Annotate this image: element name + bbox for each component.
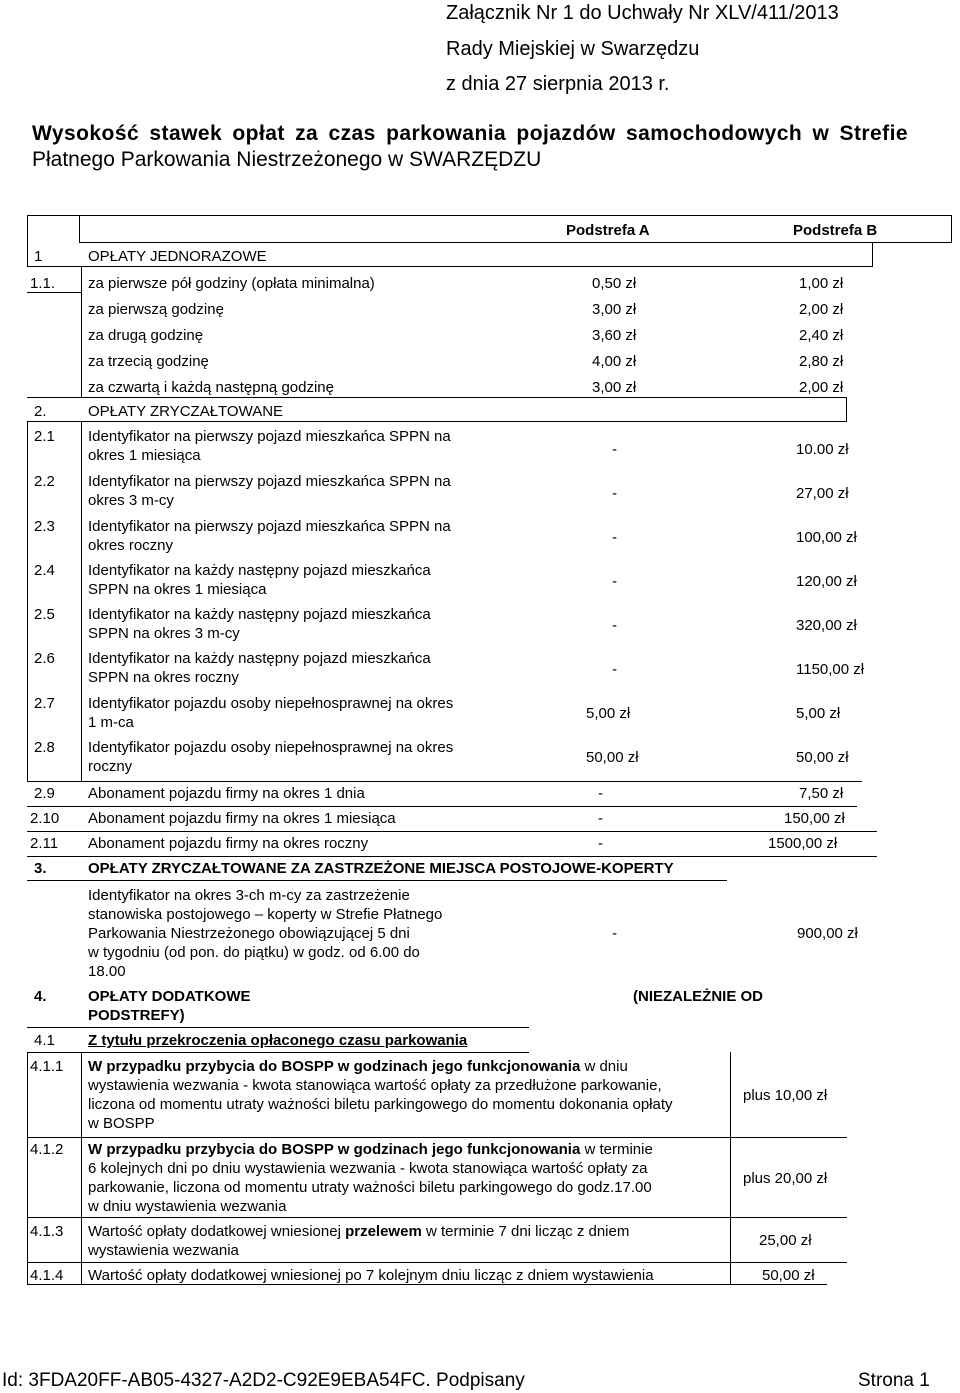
section1-sub-number: 1.1. <box>30 275 56 292</box>
item-4-1-4-value: 50,00 zł <box>762 1267 815 1284</box>
section1-number: 1 <box>34 248 43 265</box>
rate-label: za drugą godzinę <box>88 327 204 344</box>
table-col-divider <box>79 215 80 243</box>
row-number: 2.6 <box>34 650 55 667</box>
item-4-1-2-line2: 6 kolejnych dni po dniu wystawienia wezwania - kwota stanowiąca wartość opłaty za <box>88 1160 648 1177</box>
rate-a: 3,00 zł <box>592 379 637 396</box>
row-label-line2: SPPN na okres roczny <box>88 669 239 686</box>
table-bottom-border <box>27 1284 827 1285</box>
row-label-line2: SPPN na okres 1 miesiąca <box>88 581 267 598</box>
description-line: Identyfikator na okres 3-ch m-cy za zastrzeżenie <box>88 887 410 904</box>
row-value-a: - <box>598 810 603 827</box>
row-2-9-border <box>27 806 857 807</box>
row-value-a: 50,00 zł <box>586 749 639 766</box>
section1-title: OPŁATY JEDNORAZOWE <box>88 248 267 265</box>
section3-number: 3. <box>34 860 47 877</box>
section4-1-border <box>27 1052 529 1053</box>
row-label-line2: roczny <box>88 758 133 775</box>
rate-b: 1,00 zł <box>799 275 844 292</box>
section4-title-border <box>27 1027 529 1028</box>
section1-inner-border <box>81 266 82 398</box>
header-row-divider <box>79 242 952 243</box>
row-number: 2.1 <box>34 428 55 445</box>
description-line: stanowiska postojowego – koperty w Strefie Płatnego <box>88 906 443 923</box>
section2-title-border <box>27 421 847 422</box>
section4-1-title: Z tytułu przekroczenia opłaconego czasu parkowania <box>88 1032 468 1049</box>
item-4-1-2-rest: w terminie <box>580 1141 653 1158</box>
section4-title: OPŁATY DODATKOWE <box>88 988 251 1005</box>
item-4-1-1-line3: liczona od momentu utraty ważności biletu parkingowego do momentu dokonania opłaty <box>88 1096 673 1113</box>
column-header-a: Podstrefa A <box>566 222 650 239</box>
section1-right-border <box>872 242 873 267</box>
row-number: 2.2 <box>34 473 55 490</box>
description-line: w tygodniu (od pon. do piątku) w godz. od 6.00 do <box>88 944 420 961</box>
row-value-a: - <box>612 617 617 634</box>
item-4-1-4-label: Wartość opłaty dodatkowej wniesionej po 7 kolejnym dniu licząc z dniem wystawienia <box>88 1267 654 1284</box>
row-2-10-border <box>27 831 877 832</box>
row-label-line1: Identyfikator na pierwszy pojazd mieszkańca SPPN na <box>88 518 451 535</box>
section4-left-border <box>27 1052 28 1284</box>
attachment-number: Załącznik Nr 1 do Uchwały Nr XLV/411/2013 <box>446 2 839 24</box>
table-right-border <box>951 215 952 243</box>
section4-title-note: (NIEZALEŻNIE OD <box>633 988 763 1005</box>
row-value-a: - <box>612 573 617 590</box>
item-4-1-3-pre: Wartość opłaty dodatkowej wniesionej <box>88 1223 346 1240</box>
row-value-b: 10.00 zł <box>796 441 849 458</box>
row-label-line2: okres 3 m-cy <box>88 492 174 509</box>
section4-number: 4. <box>34 988 47 1005</box>
item-4-1-1-border <box>27 1137 847 1138</box>
row-label-line1: Identyfikator na każdy następny pojazd mieszkańca <box>88 606 431 623</box>
row-number: 2.5 <box>34 606 55 623</box>
rate-a: 3,60 zł <box>592 327 637 344</box>
section4-title-line2: PODSTREFY) <box>88 1007 185 1024</box>
row-label-line1: Identyfikator na każdy następny pojazd mieszkańca <box>88 650 431 667</box>
row-value-a: - <box>598 835 603 852</box>
row-number: 2.3 <box>34 518 55 535</box>
row-label-line1: Identyfikator na pierwszy pojazd mieszkańca SPPN na <box>88 473 451 490</box>
rate-b: 2,00 zł <box>799 379 844 396</box>
item-4-1-1-value: plus 10,00 zł <box>743 1087 828 1104</box>
row-divider <box>27 292 81 293</box>
section3-value-a: - <box>612 925 617 942</box>
section4-1-number: 4.1 <box>34 1032 55 1049</box>
table-top-border <box>27 215 952 216</box>
row-value-b: 320,00 zł <box>796 617 857 634</box>
item-4-1-4-number: 4.1.4 <box>30 1267 64 1284</box>
row-label-line2: SPPN na okres 3 m-cy <box>88 625 240 642</box>
section2-title: OPŁATY ZRYCZAŁTOWANE <box>88 403 284 420</box>
item-4-1-2-value: plus 20,00 zł <box>743 1170 828 1187</box>
item-4-1-2-line4: w dniu wystawienia wezwania <box>88 1198 287 1215</box>
item-4-1-2-line1 <box>88 1141 653 1158</box>
rate-a: 3,00 zł <box>592 301 637 318</box>
row-label-line2: 1 m-ca <box>88 714 134 731</box>
rate-a: 4,00 zł <box>592 353 637 370</box>
section2-right-mark <box>846 397 847 421</box>
row-value-a: - <box>598 785 603 802</box>
row-value-b: 150,00 zł <box>784 810 845 827</box>
item-4-1-1-line4: w BOSPP <box>88 1115 155 1132</box>
row-value-a: - <box>612 529 617 546</box>
section2-top-border <box>27 397 847 398</box>
row-label: Abonament pojazdu firmy na okres 1 miesiąca <box>88 810 396 827</box>
column-header-b: Podstrefa B <box>793 222 878 239</box>
row-value-b: 5,00 zł <box>796 705 841 722</box>
section2-sub-border <box>27 781 862 782</box>
section4-value-border <box>730 1052 731 1284</box>
row-value-b: 1150,00 zł <box>796 661 865 678</box>
row-number: 2.8 <box>34 739 55 756</box>
section1-bottom-border <box>27 266 873 267</box>
document-title-line2: Płatnego Parkowania Niestrzeżonego w SWARZĘDZU <box>32 148 542 171</box>
item-4-1-3-border <box>27 1262 847 1263</box>
row-value-a: - <box>612 441 617 458</box>
document-id-signature: Id: 3FDA20FF-AB05-4327-A2D2-C92E9EBA54FC. Podpisany <box>2 1370 525 1391</box>
row-number: 2.11 <box>30 835 59 852</box>
section2-num-border <box>81 421 82 781</box>
row-value-a: - <box>612 485 617 502</box>
council-name: Rady Miejskiej w Swarzędzu <box>446 38 700 60</box>
item-4-1-1-rest: w dniu <box>580 1058 628 1075</box>
row-label: Abonament pojazdu firmy na okres 1 dnia <box>88 785 365 802</box>
item-4-1-1-line2: wystawienia wezwania - kwota stanowiąca wartość opłaty za przedłużone parkowanie, <box>88 1077 662 1094</box>
row-label-line2: okres 1 miesiąca <box>88 447 201 464</box>
row-value-b: 120,00 zł <box>796 573 857 590</box>
row-label: Abonament pojazdu firmy na okres roczny <box>88 835 369 852</box>
row-label-line1: Identyfikator na każdy następny pojazd mieszkańca <box>88 562 431 579</box>
item-4-1-3-line2: wystawienia wezwania <box>88 1242 239 1259</box>
row-number: 2.7 <box>34 695 55 712</box>
item-4-1-1-number: 4.1.1 <box>30 1058 64 1075</box>
row-value-b: 1500,00 zł <box>768 835 838 852</box>
rate-label: za pierwszą godzinę <box>88 301 224 318</box>
rate-b: 2,40 zł <box>799 327 844 344</box>
row-value-a: - <box>612 661 617 678</box>
section4-num-border <box>81 1052 82 1284</box>
section2-left-border <box>27 421 28 781</box>
rate-b: 2,80 zł <box>799 353 844 370</box>
item-4-1-2-number: 4.1.2 <box>30 1141 64 1158</box>
page-number: Strona 1 <box>858 1370 930 1391</box>
item-4-1-3-bold: przelewem <box>345 1223 422 1240</box>
row-label-line1: Identyfikator pojazdu osoby niepełnosprawnej na okres <box>88 739 454 756</box>
row-number: 2.4 <box>34 562 55 579</box>
item-4-1-3-line1 <box>88 1223 629 1240</box>
table-left-border <box>27 215 28 267</box>
row-value-b: 7,50 zł <box>799 785 844 802</box>
item-4-1-2-line3: parkowanie, liczona od momentu utraty ważności biletu parkingowego do godz.17.00 <box>88 1179 652 1196</box>
row-label-line1: Identyfikator na pierwszy pojazd mieszkańca SPPN na <box>88 428 451 445</box>
rate-a: 0,50 zł <box>592 275 637 292</box>
item-4-1-1-bold: W przypadku przybycia do BOSPP w godzinach jego funkcjonowania <box>88 1058 581 1075</box>
rate-label: za trzecią godzinę <box>88 353 209 370</box>
row-value-b: 50,00 zł <box>796 749 849 766</box>
row-2-11-border <box>27 856 877 857</box>
section3-border <box>27 880 727 881</box>
description-line: Parkowania Niestrzeżonego obowiązującej 5 dni <box>88 925 410 942</box>
item-4-1-3-post: w terminie 7 dni licząc z dniem <box>421 1223 630 1240</box>
rate-label: za czwartą i każdą następną godzinę <box>88 379 334 396</box>
row-number: 2.9 <box>34 785 55 802</box>
row-number: 2.10 <box>30 810 60 827</box>
item-4-1-1-line1 <box>88 1058 628 1075</box>
item-4-1-2-bold: W przypadku przybycia do BOSPP w godzinach jego funkcjonowania <box>88 1141 581 1158</box>
item-4-1-3-number: 4.1.3 <box>30 1223 64 1240</box>
row-value-b: 100,00 zł <box>796 529 857 546</box>
document-title-line1: Wysokość stawek opłat za czas parkowania pojazdów samochodowych w Strefie <box>32 122 909 145</box>
row-label-line2: okres roczny <box>88 537 174 554</box>
resolution-date: z dnia 27 sierpnia 2013 r. <box>446 73 670 95</box>
row-label-line1: Identyfikator pojazdu osoby niepełnosprawnej na okres <box>88 695 454 712</box>
rate-label: za pierwsze pół godziny (opłata minimalna) <box>88 275 375 292</box>
section3-title: OPŁATY ZRYCZAŁTOWANE ZA ZASTRZEŻONE MIEJSCA POSTOJOWE-KOPERTY <box>88 860 674 877</box>
description-line: 18.00 <box>88 963 126 980</box>
item-4-1-2-border <box>27 1217 847 1218</box>
section3-value-b: 900,00 zł <box>797 925 858 942</box>
section2-number: 2. <box>34 403 47 420</box>
rate-b: 2,00 zł <box>799 301 844 318</box>
item-4-1-3-value: 25,00 zł <box>759 1232 812 1249</box>
row-value-b: 27,00 zł <box>796 485 849 502</box>
row-value-a: 5,00 zł <box>586 705 631 722</box>
